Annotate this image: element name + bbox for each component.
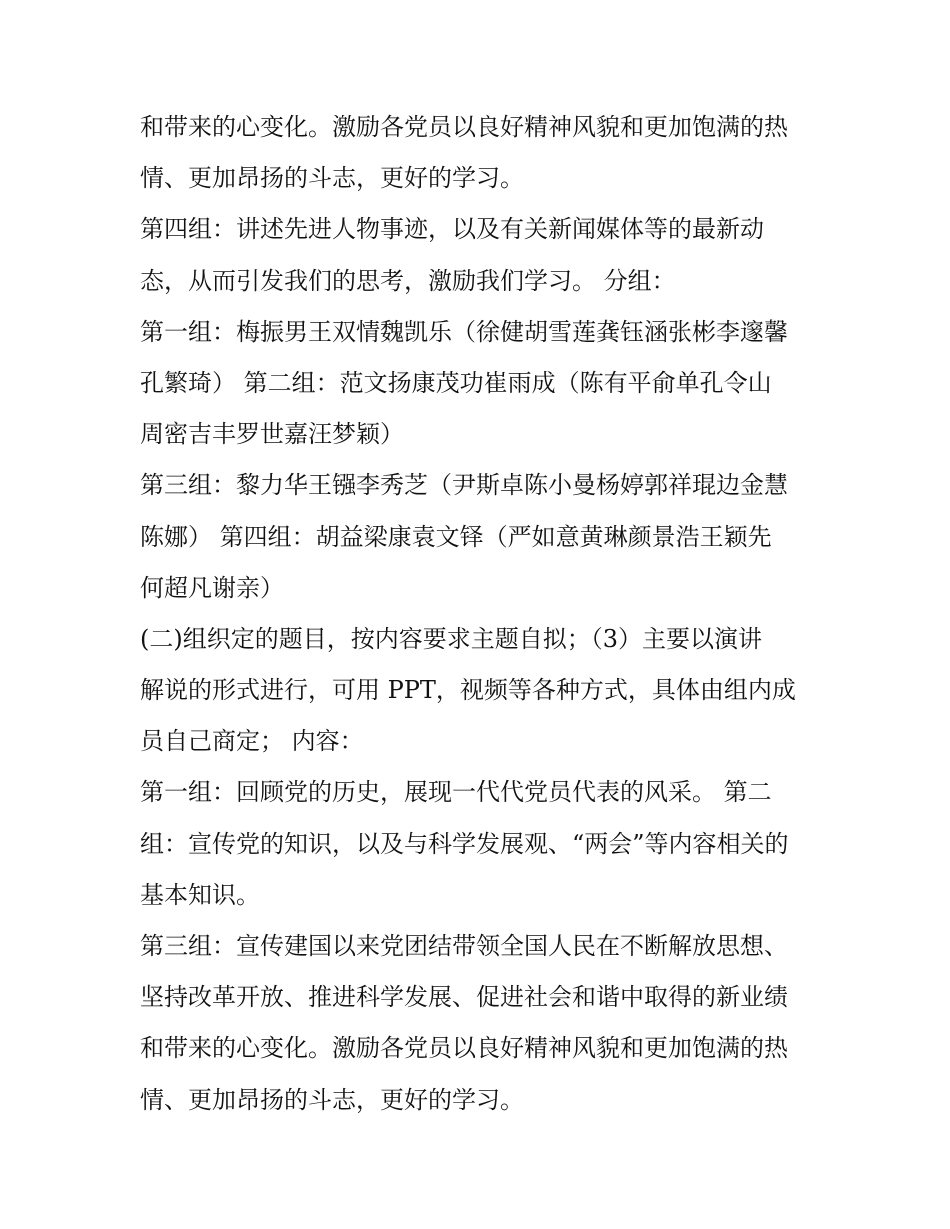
text-line: 第三组：宣传建国以来党团结带领全国人民在不断解放思想、 <box>140 932 788 960</box>
text-line: 第一组：回顾党的历史，展现一代代党员代表的风采。 第二 <box>140 778 772 807</box>
text-line: 解说的形式进行，可用 PPT，视频等各种方式，具体由组内成 <box>140 676 796 705</box>
text-line: 第一组：梅振男王双情魏凯乐（徐健胡雪莲龚钰涵张彬李邃馨 <box>140 317 788 346</box>
text-line: 和带来的心变化。激励各党员以良好精神风貌和更加饱满的热 <box>140 113 788 141</box>
text-line: 陈娜） 第四组：胡益梁康袁文铎（严如意黄琳颜景浩王颖先 <box>140 522 772 551</box>
text-line: 坚持改革开放、推进科学发展、促进社会和谐中取得的新业绩 <box>140 983 788 1012</box>
text-line: 何超凡谢亲） <box>140 573 284 602</box>
text-line: 第四组：讲述先进人物事迹，以及有关新闻媒体等的最新动 <box>140 215 764 244</box>
text-line: 基本知识。 <box>140 880 260 909</box>
text-line: 情、更加昂扬的斗志，更好的学习。 <box>140 164 524 193</box>
text-line: 周密吉丰罗世嘉汪梦颖） <box>140 420 404 449</box>
text-line: 态，从而引发我们的思考，激励我们学习。 分组： <box>140 266 676 295</box>
text-line: 孔繁琦） 第二组：范文扬康茂功崔雨成（陈有平俞单孔令山 <box>140 368 772 397</box>
text-line: 组：宣传党的知识，以及与科学发展观、“两会”等内容相关的 <box>140 829 789 858</box>
text-line: 第三组：黎力华王镪李秀芝（尹斯卓陈小曼杨婷郭祥琨边金慧 <box>140 471 788 500</box>
text-line: 员自己商定； 内容： <box>140 727 364 756</box>
text-line: 和带来的心变化。激励各党员以良好精神风貌和更加饱满的热 <box>140 1034 788 1063</box>
document-body <box>140 102 830 1126</box>
text-line: (二)组织定的题目，按内容要求主题自拟；（3）主要以演讲 <box>140 624 762 653</box>
text-line: 情、更加昂扬的斗志，更好的学习。 <box>140 1085 524 1114</box>
